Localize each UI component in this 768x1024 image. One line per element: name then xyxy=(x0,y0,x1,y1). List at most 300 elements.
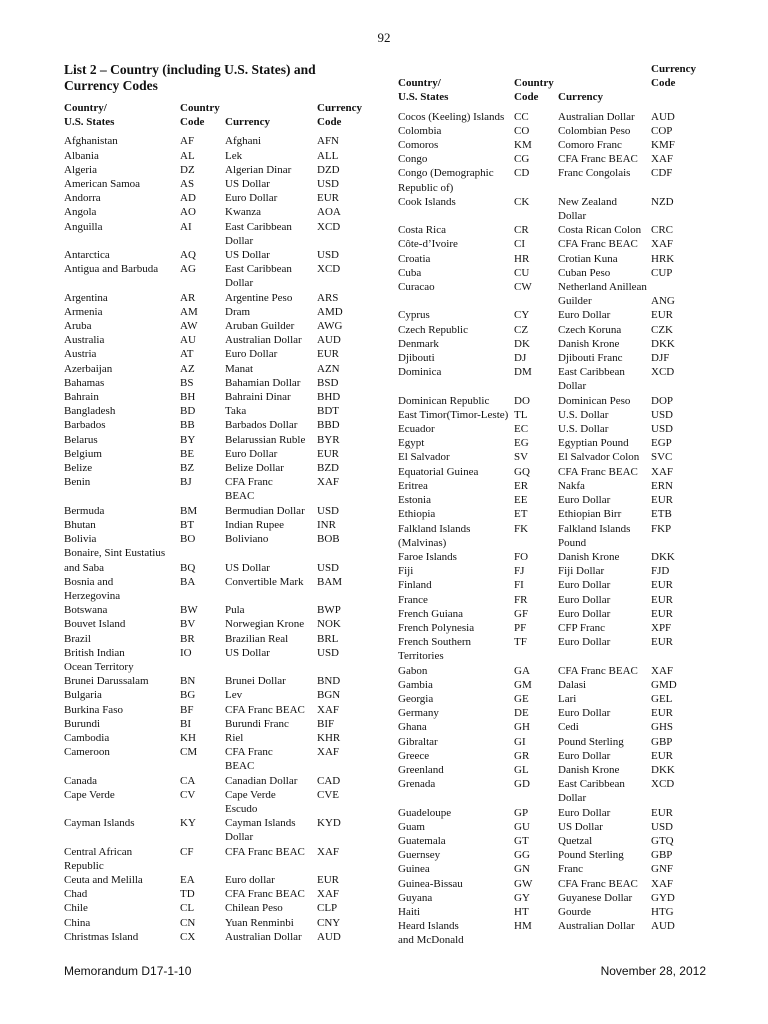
table-row xyxy=(398,635,708,663)
cell-country-code: FK xyxy=(514,522,529,535)
cell-country-code: CU xyxy=(514,266,530,279)
table-row xyxy=(64,731,364,745)
table-row xyxy=(64,134,364,148)
table-row xyxy=(398,223,708,237)
cell-currency-code: USD xyxy=(317,504,340,517)
cell-currency: Euro Dollar xyxy=(558,707,611,720)
cell-country: Egypt xyxy=(398,437,425,450)
cell-currency: US Dollar xyxy=(225,249,270,262)
cell-currency-code: EUR xyxy=(651,309,673,322)
cell-currency-code: BND xyxy=(317,675,341,688)
cell-currency: Euro Dollar xyxy=(558,607,611,620)
cell-country: Heard Islands and McDonald xyxy=(398,920,464,947)
table-row xyxy=(64,816,364,844)
cell-currency: El Salvador Colon xyxy=(558,451,640,464)
cell-currency-code: BZD xyxy=(317,462,339,475)
cell-currency: CFA Franc BEAC xyxy=(558,877,638,890)
cell-currency-code: BIF xyxy=(317,717,335,730)
table-row xyxy=(398,706,708,720)
table-row xyxy=(64,447,364,461)
cell-country: Armenia xyxy=(64,305,103,318)
cell-currency: CFP Franc xyxy=(558,621,605,634)
table-row xyxy=(64,873,364,887)
cell-currency-code: ALL xyxy=(317,149,339,162)
table-row xyxy=(398,166,708,194)
cell-country: Guinea xyxy=(398,863,430,876)
cell-currency-code: AUD xyxy=(317,334,341,347)
cell-currency: Lari xyxy=(558,692,577,705)
table-row xyxy=(64,163,364,177)
cell-country-code: GI xyxy=(514,735,526,748)
table-row xyxy=(64,703,364,717)
cell-currency: Cape Verde Escudo xyxy=(225,788,276,815)
cell-currency: East Caribbean Dollar xyxy=(558,366,625,393)
cell-currency-code: DZD xyxy=(317,163,340,176)
cell-country: Ceuta and Melilla xyxy=(64,873,143,886)
cell-currency: Brunei Dollar xyxy=(225,675,286,688)
cell-country-code: BN xyxy=(180,675,196,688)
cell-country-code: AO xyxy=(180,206,196,219)
table-row xyxy=(398,337,708,351)
cell-currency-code: GTQ xyxy=(651,834,674,847)
table-row xyxy=(398,422,708,436)
table-row xyxy=(64,504,364,518)
cell-currency-code: XAF xyxy=(651,465,674,478)
cell-currency-code: EUR xyxy=(317,348,339,361)
cell-currency-code: ANG xyxy=(651,295,675,308)
cell-currency-code: NZD xyxy=(651,195,674,208)
cell-country-code: AM xyxy=(180,305,198,318)
cell-currency-code: BDT xyxy=(317,405,339,418)
table-row xyxy=(398,465,708,479)
header-currency: Currency xyxy=(558,91,604,104)
cell-currency: Australian Dollar xyxy=(558,110,635,123)
cell-country-code: EE xyxy=(514,494,528,507)
cell-country-code: BO xyxy=(180,533,196,546)
cell-currency-code: GBP xyxy=(651,849,673,862)
table-row xyxy=(64,717,364,731)
table-row xyxy=(64,632,364,646)
cell-currency: Bahamian Dollar xyxy=(225,376,301,389)
cell-currency: US Dollar xyxy=(558,820,603,833)
cell-currency: CFA Franc BEAC xyxy=(558,238,638,251)
cell-country: Faroe Islands xyxy=(398,550,457,563)
cell-country: Antigua and Barbuda xyxy=(64,263,159,276)
cell-country: Guyana xyxy=(398,891,433,904)
cell-country-code: DO xyxy=(514,394,530,407)
table-row xyxy=(398,678,708,692)
table-row xyxy=(398,394,708,408)
header-country-code: Country Code xyxy=(180,102,220,129)
cell-country-code: CG xyxy=(514,153,530,166)
cell-currency: Chilean Peso xyxy=(225,902,283,915)
cell-country: Bosnia and Herzegovina xyxy=(64,575,121,602)
cell-currency-code: KYD xyxy=(317,817,341,830)
cell-currency: Cedi xyxy=(558,721,579,734)
cell-country-code: CV xyxy=(180,788,196,801)
cell-country-code: ET xyxy=(514,508,528,521)
cell-country: Ethiopia xyxy=(398,508,436,521)
cell-currency: Netherland Anillean Guilder xyxy=(558,281,647,308)
cell-currency: Yuan Renminbi xyxy=(225,916,294,929)
table-row xyxy=(398,692,708,706)
cell-country-code: CL xyxy=(180,902,195,915)
header-currency-code: Currency Code xyxy=(651,63,697,90)
table-row xyxy=(398,877,708,891)
footer-memorandum: Memorandum D17-1-10 xyxy=(64,964,192,978)
cell-country: Chile xyxy=(64,902,88,915)
cell-country: Aruba xyxy=(64,320,92,333)
cell-country-code: DM xyxy=(514,366,532,379)
cell-country-code: BZ xyxy=(180,462,195,475)
cell-currency: Euro Dollar xyxy=(558,749,611,762)
cell-country-code: CC xyxy=(514,110,529,123)
cell-country: Bulgaria xyxy=(64,689,102,702)
table-row xyxy=(64,205,364,219)
cell-currency-code: KHR xyxy=(317,731,341,744)
table-row xyxy=(64,390,364,404)
cell-country: Denmark xyxy=(398,337,439,350)
table-row xyxy=(398,891,708,905)
cell-currency: Dominican Peso xyxy=(558,394,631,407)
table-row xyxy=(64,177,364,191)
table-row xyxy=(398,834,708,848)
cell-currency: Cuban Peso xyxy=(558,266,611,279)
cell-country-code: TD xyxy=(180,888,195,901)
cell-currency-code: AOA xyxy=(317,206,341,219)
header-currency-code: Currency Code xyxy=(317,102,363,129)
cell-currency: Euro Dollar xyxy=(558,309,611,322)
table-row xyxy=(398,493,708,507)
cell-currency: Canadian Dollar xyxy=(225,774,298,787)
cell-currency: U.S. Dollar xyxy=(558,423,609,436)
cell-currency: Pula xyxy=(225,604,245,617)
cell-currency: Euro Dollar xyxy=(558,593,611,606)
cell-country: Cape Verde xyxy=(64,788,115,801)
cell-currency-code: FKP xyxy=(651,522,672,535)
cell-currency-code: BBD xyxy=(317,419,340,432)
cell-country: Estonia xyxy=(398,494,431,507)
cell-currency: Kwanza xyxy=(225,206,262,219)
cell-country: Haiti xyxy=(398,905,420,918)
table-row xyxy=(64,688,364,702)
cell-country-code: AF xyxy=(180,135,195,148)
left-table xyxy=(64,101,364,944)
cell-currency-code: HTG xyxy=(651,905,674,918)
table-row xyxy=(398,862,708,876)
cell-country-code: GM xyxy=(514,678,532,691)
cell-country-code: BS xyxy=(180,376,194,389)
cell-country: Dominican Republic xyxy=(398,394,490,407)
cell-country-code: EG xyxy=(514,437,529,450)
cell-currency: Euro Dollar xyxy=(558,636,611,649)
cell-country: Antarctica xyxy=(64,249,110,262)
cell-country-code: PF xyxy=(514,621,527,634)
cell-country-code: AG xyxy=(180,263,196,276)
cell-currency-code: CUP xyxy=(651,266,673,279)
cell-currency: New Zealand Dollar xyxy=(558,195,617,223)
table-row xyxy=(398,522,708,550)
cell-currency: CFA Franc BEAC xyxy=(225,746,273,773)
cell-currency-code: DKK xyxy=(651,337,675,350)
table-row xyxy=(398,252,708,266)
table-row xyxy=(64,418,364,432)
cell-country: Comoros xyxy=(398,139,439,152)
cell-currency-code: AUD xyxy=(651,110,675,123)
table-row xyxy=(398,905,708,919)
cell-country-code: BD xyxy=(180,405,196,418)
cell-country: Bouvet Island xyxy=(64,618,126,631)
cell-country: Anguilla xyxy=(64,220,103,233)
cell-currency: Danish Krone xyxy=(558,337,620,350)
cell-country: Gabon xyxy=(398,664,428,677)
cell-country-code: DJ xyxy=(514,352,527,365)
cell-currency-code: GHS xyxy=(651,721,674,734)
table-row xyxy=(398,124,708,138)
table-row xyxy=(398,138,708,152)
cell-currency-code: GMD xyxy=(651,678,677,691)
cell-currency-code: USD xyxy=(651,408,674,421)
cell-country-code: GQ xyxy=(514,465,530,478)
cell-country: Central African Republic xyxy=(64,845,133,872)
cell-currency-code: XPF xyxy=(651,621,672,634)
cell-country-code: GE xyxy=(514,692,529,705)
cell-currency: US Dollar xyxy=(225,561,270,574)
cell-country: Afghanistan xyxy=(64,135,118,148)
cell-country-code: GL xyxy=(514,763,529,776)
cell-country: Georgia xyxy=(398,692,434,705)
table-row xyxy=(398,408,708,422)
table-row xyxy=(64,461,364,475)
cell-currency: Quetzal xyxy=(558,834,593,847)
cell-country: Bolivia xyxy=(64,533,97,546)
cell-currency-code: GBP xyxy=(651,735,673,748)
cell-country-code: AR xyxy=(180,291,196,304)
cell-country-code: CR xyxy=(514,224,529,237)
cell-country: Argentina xyxy=(64,291,108,304)
table-row xyxy=(64,433,364,447)
table-row xyxy=(64,518,364,532)
table-row xyxy=(398,848,708,862)
cell-currency-code: BSD xyxy=(317,376,339,389)
table-row xyxy=(398,308,708,322)
cell-country-code: CO xyxy=(514,124,530,137)
cell-currency-code: ARS xyxy=(317,291,339,304)
cell-country: French Guiana xyxy=(398,607,464,620)
cell-country: Cook Islands xyxy=(398,195,456,208)
cell-country: Cocos (Keeling) Islands xyxy=(398,110,505,123)
cell-country: Burundi xyxy=(64,717,101,730)
cell-country: Greenland xyxy=(398,763,444,776)
table-row xyxy=(64,347,364,361)
cell-country-code: FI xyxy=(514,579,524,592)
cell-country: Guatemala xyxy=(398,834,446,847)
cell-currency: Cayman Islands Dollar xyxy=(225,817,296,844)
table-row xyxy=(398,749,708,763)
table-row xyxy=(64,376,364,390)
cell-country: Burkina Faso xyxy=(64,703,123,716)
cell-country: Bangladesh xyxy=(64,405,116,418)
cell-currency-code: DKK xyxy=(651,763,675,776)
cell-country: Bhutan xyxy=(64,518,96,531)
table-row xyxy=(398,664,708,678)
cell-currency: Comoro Franc xyxy=(558,139,622,152)
cell-currency-code: HRK xyxy=(651,252,675,265)
cell-country-code: CW xyxy=(514,281,532,294)
cell-currency-code: XCD xyxy=(317,263,341,276)
cell-currency-code: KMF xyxy=(651,139,675,152)
cell-country: Guadeloupe xyxy=(398,806,452,819)
table-row xyxy=(64,674,364,688)
cell-currency: Belarussian Ruble xyxy=(225,433,306,446)
cell-currency: Dram xyxy=(225,305,251,318)
cell-currency-code: XCD xyxy=(651,778,675,791)
cell-country-code: CA xyxy=(180,774,196,787)
cell-currency-code: ETB xyxy=(651,508,672,521)
cell-country: Bonaire, Sint Eustatius and Saba xyxy=(64,547,166,574)
cell-currency: Aruban Guilder xyxy=(225,320,295,333)
cell-currency: CFA Franc BEAC xyxy=(225,845,305,858)
cell-country-code: CX xyxy=(180,930,196,943)
cell-country-code: GW xyxy=(514,877,533,890)
cell-country: Algeria xyxy=(64,163,97,176)
cell-currency: Norwegian Krone xyxy=(225,618,305,631)
cell-currency-code: USD xyxy=(317,249,340,262)
cell-country-code: SV xyxy=(514,451,529,464)
cell-currency-code: EUR xyxy=(317,447,339,460)
cell-country: Dominica xyxy=(398,366,442,379)
cell-currency-code: INR xyxy=(317,518,336,531)
cell-country-code: KY xyxy=(180,817,196,830)
cell-currency-code: EUR xyxy=(651,636,673,649)
cell-country: Guinea-Bissau xyxy=(398,877,463,890)
cell-country-code: AT xyxy=(180,348,194,361)
cell-country: East Timor(Timor-Leste) xyxy=(398,408,509,421)
cell-country: Cameroon xyxy=(64,746,110,759)
cell-currency-code: USD xyxy=(317,178,340,191)
cell-currency-code: GEL xyxy=(651,692,673,705)
cell-currency: US Dollar xyxy=(225,178,270,191)
table-row xyxy=(64,262,364,290)
table-row xyxy=(398,621,708,635)
cell-currency-code: EUR xyxy=(651,607,673,620)
cell-country: France xyxy=(398,593,428,606)
cell-currency: Barbados Dollar xyxy=(225,419,298,432)
cell-country: American Samoa xyxy=(64,178,141,191)
cell-country-code: CM xyxy=(180,746,198,759)
cell-country: Curacao xyxy=(398,281,435,294)
cell-country-code: AZ xyxy=(180,362,195,375)
cell-country: Cambodia xyxy=(64,731,110,744)
cell-country-code: CK xyxy=(514,195,530,208)
table-row xyxy=(64,546,364,574)
cell-country: Chad xyxy=(64,888,88,901)
table-row xyxy=(398,607,708,621)
cell-country: Germany xyxy=(398,707,439,720)
left-table-header xyxy=(64,101,364,129)
cell-country: French Polynesia xyxy=(398,621,475,634)
cell-currency: Euro dollar xyxy=(225,873,275,886)
cell-country: Cyprus xyxy=(398,309,430,322)
table-row xyxy=(398,436,708,450)
cell-currency-code: USD xyxy=(317,646,340,659)
cell-currency-code: CDF xyxy=(651,167,673,180)
cell-country-code: GU xyxy=(514,820,530,833)
cell-country-code: GA xyxy=(514,664,530,677)
cell-currency-code: XAF xyxy=(317,476,340,489)
cell-country: Equatorial Guinea xyxy=(398,465,479,478)
cell-currency-code: EUR xyxy=(651,593,673,606)
cell-country-code: CN xyxy=(180,916,196,929)
cell-currency-code: SVC xyxy=(651,451,673,464)
cell-currency: Boliviano xyxy=(225,533,269,546)
table-row xyxy=(398,735,708,749)
cell-country: Bermuda xyxy=(64,504,105,517)
cell-currency: Costa Rican Colon xyxy=(558,224,642,237)
cell-currency-code: XAF xyxy=(651,238,674,251)
table-row xyxy=(64,248,364,262)
cell-currency-code: BAM xyxy=(317,575,343,588)
cell-country: Botswana xyxy=(64,604,108,617)
table-row xyxy=(64,191,364,205)
cell-country-code: GG xyxy=(514,849,530,862)
cell-country: Azerbaijan xyxy=(64,362,113,375)
cell-currency: Ethiopian Birr xyxy=(558,508,622,521)
cell-currency: Fiji Dollar xyxy=(558,565,605,578)
cell-currency-code: AWG xyxy=(317,320,343,333)
table-row xyxy=(64,404,364,418)
cell-currency-code: DJF xyxy=(651,352,670,365)
cell-currency-code: XAF xyxy=(317,703,340,716)
cell-currency: Taka xyxy=(225,405,247,418)
cell-currency-code: CNY xyxy=(317,916,341,929)
cell-country-code: BJ xyxy=(180,476,192,489)
cell-country-code: BY xyxy=(180,433,196,446)
cell-country-code: BF xyxy=(180,703,194,716)
table-row xyxy=(398,578,708,592)
table-row xyxy=(398,593,708,607)
cell-country: Angola xyxy=(64,206,97,219)
right-table xyxy=(398,62,708,948)
cell-country-code: CI xyxy=(514,238,525,251)
cell-currency: Euro Dollar xyxy=(558,806,611,819)
cell-country: Finland xyxy=(398,579,432,592)
table-row xyxy=(64,220,364,248)
cell-currency: Danish Krone xyxy=(558,550,620,563)
cell-currency-code: AZN xyxy=(317,362,340,375)
cell-currency: Bermudian Dollar xyxy=(225,504,305,517)
table-row xyxy=(64,291,364,305)
cell-country: Belize xyxy=(64,462,93,475)
cell-currency-code: ERN xyxy=(651,479,673,492)
cell-country-code: AQ xyxy=(180,249,196,262)
cell-currency-code: GNF xyxy=(651,863,674,876)
cell-currency: East Caribbean Dollar xyxy=(558,778,625,805)
cell-country-code: AU xyxy=(180,334,196,347)
cell-currency: Australian Dollar xyxy=(225,930,302,943)
cell-currency-code: EUR xyxy=(317,873,339,886)
cell-country-code: GY xyxy=(514,891,530,904)
cell-currency: Burundi Franc xyxy=(225,717,289,730)
cell-country: Albania xyxy=(64,149,99,162)
cell-currency: US Dollar xyxy=(225,646,270,659)
cell-currency-code: AUD xyxy=(317,930,341,943)
cell-currency-code: USD xyxy=(651,820,674,833)
cell-country-code: HM xyxy=(514,920,532,933)
cell-currency-code: EUR xyxy=(651,707,673,720)
page-number: 92 xyxy=(377,30,391,45)
table-row xyxy=(64,887,364,901)
